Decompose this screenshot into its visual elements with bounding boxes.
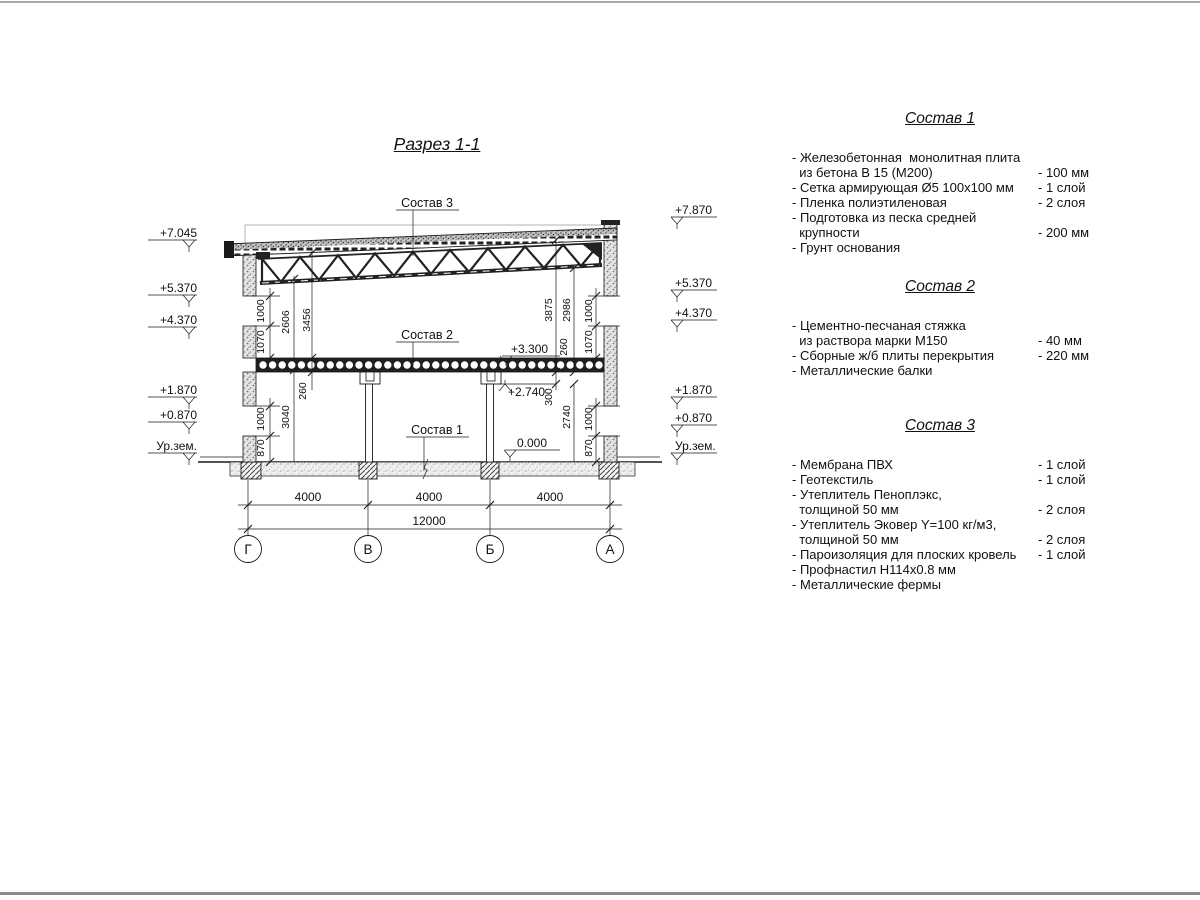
- level-label: +4.370: [675, 306, 713, 320]
- spec-item-text: - Профнастил Н114х0.8 мм: [792, 562, 956, 577]
- spec-item-value: - 2 слоя: [1038, 532, 1086, 547]
- spec-item-value: - 2 слоя: [1038, 502, 1086, 517]
- spec-item-value: - 1 слой: [1038, 180, 1086, 195]
- dim-label: 260: [297, 382, 309, 400]
- dim-label: 12000: [412, 514, 446, 528]
- columns: [360, 372, 501, 462]
- spec-heading: Состав 2: [905, 278, 975, 295]
- dim-label: 1070: [255, 330, 267, 354]
- level-mark: [148, 313, 197, 339]
- page-top-edge: [0, 1, 1200, 3]
- spec-item: [792, 472, 1128, 487]
- assembly-label: Состав 1: [411, 423, 463, 437]
- level-mark: [148, 439, 197, 465]
- drawing-title: Разрез 1-1: [393, 134, 481, 154]
- dim-label: 2606: [280, 310, 292, 334]
- truss-bearing-left: [256, 252, 270, 259]
- spec-item-text: - Металлические фермы: [792, 577, 941, 592]
- spec-item-text: - Металлические балки: [792, 363, 933, 378]
- spec-item-value: - 1 слой: [1038, 457, 1086, 472]
- spec-item-value: - 1 слой: [1038, 472, 1086, 487]
- page-bottom-edge: [0, 892, 1200, 895]
- level-label: Ур.зем.: [675, 439, 716, 453]
- spec-item: [792, 210, 1128, 225]
- parapet-coping: [601, 220, 620, 225]
- section-drawing: [130, 105, 800, 605]
- assembly-label: Состав 3: [401, 196, 453, 210]
- dim-label: 1000: [583, 299, 595, 323]
- spec-item-text: из раствора марки М150: [792, 333, 948, 348]
- level-label: +1.870: [159, 383, 197, 397]
- spec-item: [792, 487, 1128, 502]
- spec-item: [792, 195, 1128, 210]
- dim-label: 260: [558, 338, 570, 356]
- spec-item: [792, 517, 1128, 532]
- level-label: +3.300: [511, 342, 549, 356]
- spec-item-text: крупности: [792, 225, 860, 240]
- spec-item-value: - 1 слой: [1038, 547, 1086, 562]
- dim-label: 4000: [294, 490, 322, 504]
- floor-slab: [256, 358, 604, 372]
- level-label: +1.870: [675, 383, 713, 397]
- spec-item: [792, 532, 1128, 547]
- spec-item: [792, 240, 1128, 255]
- spec-item-text: - Подготовка из песка средней: [792, 210, 977, 225]
- spec-item: [792, 225, 1128, 240]
- spec-item-value: - 40 мм: [1038, 333, 1082, 348]
- roof-assembly: [224, 225, 617, 258]
- axis-bubble-label: А: [605, 542, 615, 557]
- dim-label: 1000: [583, 407, 595, 431]
- level-label: +5.370: [675, 276, 713, 290]
- spec-item-text: - Цементно-песчаная стяжка: [792, 318, 966, 333]
- bottom-dimensions: [238, 480, 622, 535]
- spec-item-text: толщиной 50 мм: [792, 502, 899, 517]
- level-mark: [148, 383, 197, 409]
- spec-item-text: из бетона В 15 (М200): [792, 165, 933, 180]
- spec-item: [792, 165, 1128, 180]
- spec-item: [792, 363, 1128, 378]
- dim-label: 3875: [543, 298, 555, 322]
- level-mark: [671, 306, 717, 332]
- spec-item: [792, 333, 1128, 348]
- axis-bubbles: [235, 536, 624, 563]
- level-label: Ур.зем.: [156, 439, 197, 453]
- spec-item: [792, 348, 1128, 363]
- dim-label: 870: [583, 439, 595, 457]
- level-mark: [671, 383, 717, 409]
- right-wall: [601, 220, 620, 462]
- spec-item-value: - 200 мм: [1038, 225, 1090, 240]
- axis-bubble-label: В: [363, 542, 373, 557]
- level-label: +4.370: [159, 313, 197, 327]
- level-mark: [148, 408, 197, 434]
- dim-label: 3456: [301, 308, 313, 332]
- spec-item-text: - Сборные ж/б плиты перекрытия: [792, 348, 995, 363]
- dim-label: 1070: [583, 330, 595, 354]
- elevation-marks-left: [148, 226, 197, 465]
- axis-bubble-label: Б: [485, 542, 495, 557]
- eave-fascia: [224, 241, 234, 258]
- level-mark: [671, 439, 717, 465]
- dim-label: 2740: [561, 405, 573, 429]
- spec-item: [792, 577, 1128, 592]
- dim-label: 4000: [536, 490, 564, 504]
- level-mark: [148, 281, 197, 307]
- spec-heading: Состав 3: [905, 417, 975, 434]
- spec-block-sostav-1: [792, 110, 1128, 255]
- spec-heading: Состав 1: [905, 110, 975, 127]
- spec-item: [792, 150, 1128, 165]
- spec-item-text: - Мембрана ПВХ: [792, 457, 893, 472]
- spec-item-text: - Утеплитель Пеноплэкс,: [792, 487, 942, 502]
- level-mark: [671, 411, 717, 437]
- assembly-label: Состав 2: [401, 328, 453, 342]
- spec-item-text: - Грунт основания: [792, 240, 901, 255]
- level-label: 0.000: [517, 436, 548, 450]
- level-label: +7.870: [675, 203, 713, 217]
- elevation-marks-right: [671, 203, 717, 465]
- spec-item-text: - Пароизоляция для плоских кровель: [792, 547, 1017, 562]
- spec-item-value: - 100 мм: [1038, 165, 1090, 180]
- spec-item: [792, 457, 1128, 472]
- dim-label: 300: [543, 388, 555, 406]
- dim-label: 4000: [415, 490, 443, 504]
- level-label: +0.870: [675, 411, 713, 425]
- ground-and-floor: [198, 457, 662, 479]
- level-label: +0.870: [159, 408, 197, 422]
- dim-label: 870: [255, 439, 267, 457]
- spec-item: [792, 562, 1128, 577]
- spec-item-text: - Железобетонная монолитная плита: [792, 150, 1021, 165]
- spec-item-text: - Сетка армирующая Ø5 100х100 мм: [792, 180, 1014, 195]
- axis-bubble-label: Г: [244, 542, 252, 557]
- level-label: +7.045: [159, 226, 197, 240]
- spec-item: [792, 502, 1128, 517]
- dim-label: 1000: [255, 299, 267, 323]
- spec-item-value: - 2 слоя: [1038, 195, 1086, 210]
- dim-label: 2986: [561, 298, 573, 322]
- spec-item: [792, 318, 1128, 333]
- spec-item-text: - Утеплитель Эковер Y=100 кг/м3,: [792, 517, 997, 532]
- level-label: +5.370: [159, 281, 197, 295]
- spec-item: [792, 180, 1128, 195]
- spec-block-sostav-2: [792, 278, 1128, 378]
- level-mark: [504, 436, 560, 461]
- spec-item-value: - 220 мм: [1038, 348, 1090, 363]
- level-mark: [671, 276, 717, 302]
- level-label: +2.740: [508, 385, 546, 399]
- spec-block-sostav-3: [792, 417, 1128, 592]
- dim-label: 3040: [280, 405, 292, 429]
- level-mark: [148, 226, 197, 252]
- level-mark: [671, 203, 717, 229]
- dim-label: 1000: [255, 407, 267, 431]
- spec-item: [792, 547, 1128, 562]
- spec-item-text: - Пленка полиэтиленовая: [792, 195, 947, 210]
- spec-item-text: - Геотекстиль: [792, 472, 874, 487]
- spec-item-text: толщиной 50 мм: [792, 532, 899, 547]
